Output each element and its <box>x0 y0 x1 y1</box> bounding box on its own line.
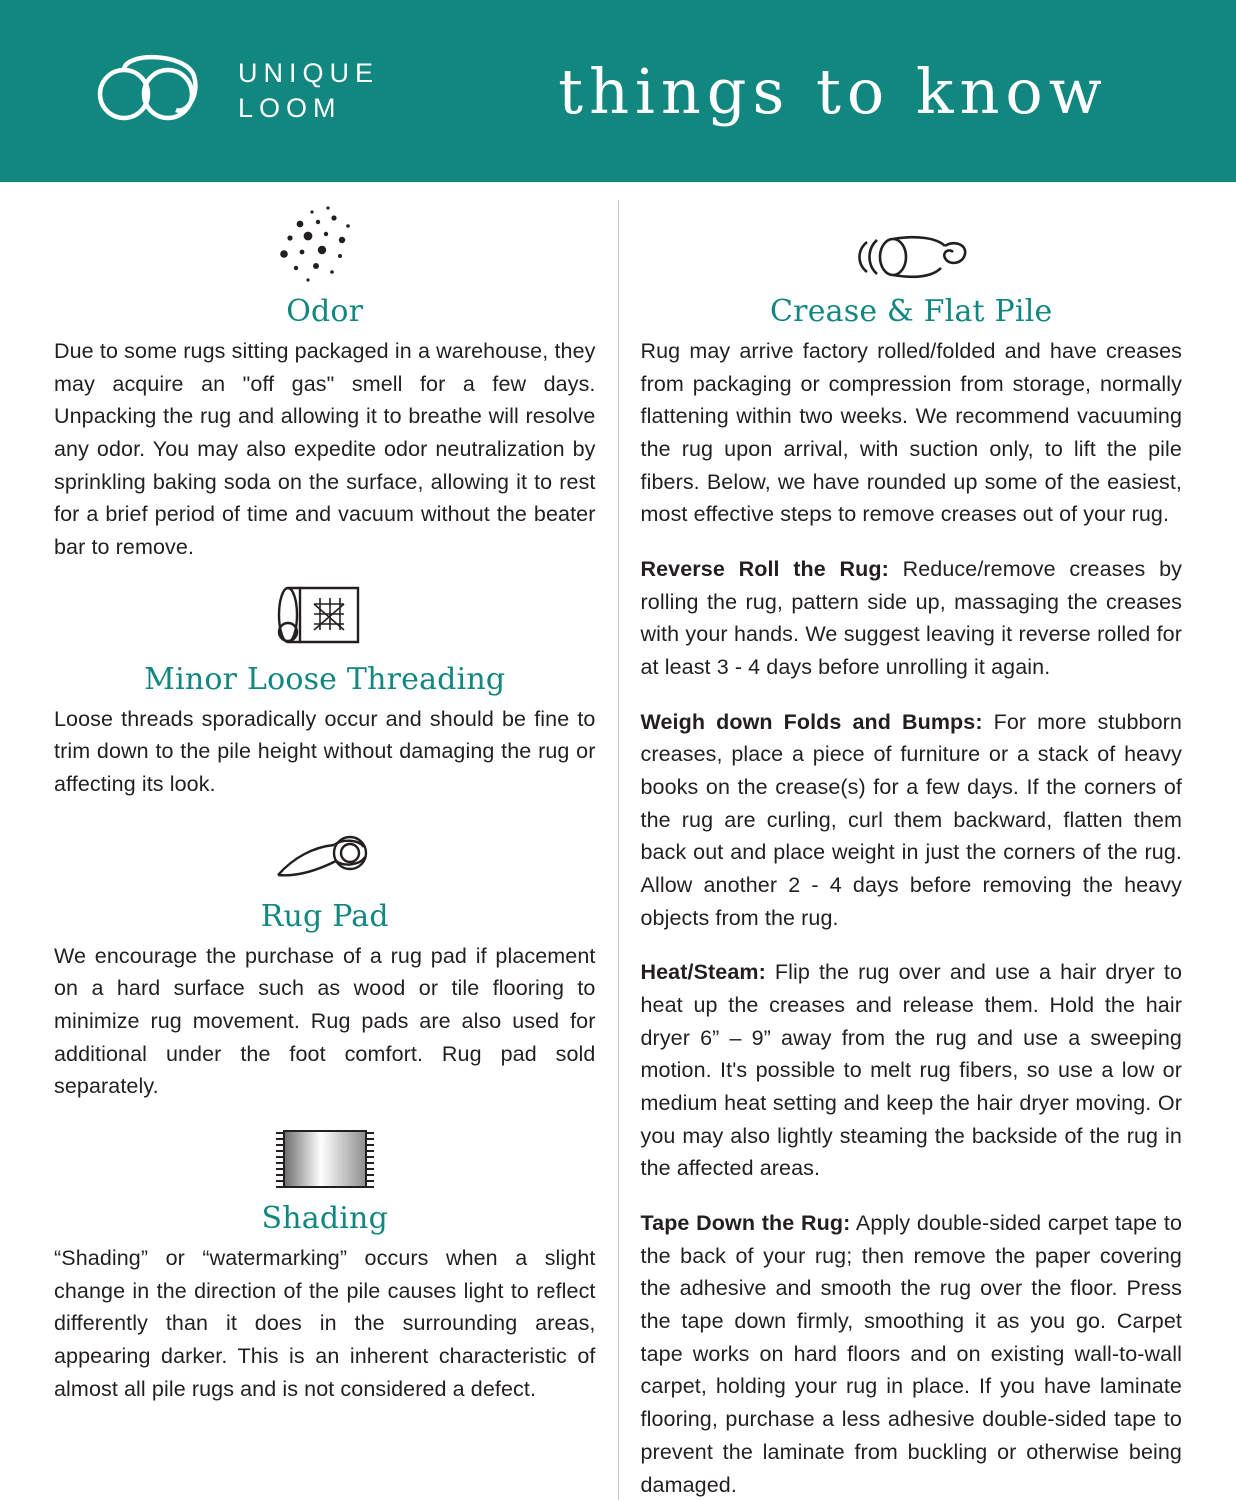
tip-tape-down <box>641 1207 1183 1501</box>
tip-reverse-roll <box>641 553 1183 684</box>
shaded-rug-icon <box>54 1107 596 1199</box>
section-rug-pad <box>54 805 596 1103</box>
section-title: Minor Loose Threading <box>144 661 506 697</box>
tip-body: For more stubborn creases, place a piece of furniture or a stack of heavy books on the crease(s) for a few days. If the corners of the rug are curling, curl them backward, flatten them back out and place weight in just the corners of the rug. Allow another 2 - 4 days before removing the heavy objects from the rug. <box>640 709 1182 930</box>
left-column <box>32 200 619 1500</box>
rolled-rug-threads-icon <box>54 568 596 660</box>
tip-body: Apply double-sided carpet tape to the back of your rug; then remove the paper covering the adhesive and smooth the rug over the floor. Press the tape down firmly, smoothing it as you go. Carpet tape works on hard floors and on existing wall-to-wall carpet, holding your rug in place. If you have laminate flooring, purchase a less adhesive double-sided tape to prevent the laminate from buckling or otherwise being damaged. <box>640 1211 1183 1497</box>
section-title: Rug Pad <box>260 898 389 934</box>
section-title: Odor <box>286 294 364 329</box>
section-shading <box>54 1107 596 1405</box>
tip-lead: Tape Down the Rug: <box>640 1211 851 1236</box>
section-body: Loose threads sporadically occur and should be fine to trim down to the pile height without damaging the rug or affecting its look. <box>54 706 596 797</box>
brand-lockup <box>90 54 379 128</box>
brand-line-2: LOOM <box>238 93 342 123</box>
brand-wordmark <box>238 56 379 125</box>
tip-heat-steam <box>641 956 1183 1185</box>
section-body: Due to some rugs sitting packaged in a warehouse, they may acquire an "off gas" smell for a few days. Unpacking the rug and allowing it to breathe will resolve any odor. You may also expedite odor neutralization by sprinkling baking soda on the surface, allowing it to rest for a brief period of time and vacuum without the beater bar to remove. <box>54 339 596 560</box>
section-crease-and-flat-pile <box>641 200 1183 1501</box>
content-area <box>0 182 1236 1500</box>
tip-body: Reduce/remove creases by rolling the rug, pattern side up, massaging the creases with your hands. We suggest leaving it reverse rolled for at least 3 - 4 days before unrolling it again. <box>640 557 1182 680</box>
section-body: “Shading” or “watermarking” occurs when a slight change in the direction of the pile causes light to reflect differently than it does in the surrounding areas, appearing darker. This is an inherent characteristic of almost all pile rugs and is not considered a defect. <box>54 1246 596 1401</box>
tip-lead: Heat/Steam: <box>640 960 766 985</box>
section-intro: Rug may arrive factory rolled/folded and have creases from packaging or compression from storage, normally flattening within two weeks. We recommend vacuuming the rug upon arrival, with suction only, to lift the pile fibers. Below, we have rounded up some of the easiest, most effective steps to remove creases out of your rug. <box>640 339 1182 527</box>
curled-rug-crease-icon <box>641 200 1183 292</box>
page-title: things to know <box>558 54 1108 128</box>
section-minor-loose-threading <box>54 568 596 801</box>
scattered-dots-odor-icon <box>54 200 596 292</box>
tip-lead: Reverse Roll the Rug: <box>640 557 889 582</box>
tip-weigh-down <box>641 706 1183 935</box>
section-odor <box>54 200 596 564</box>
rug-pad-roll-icon <box>54 805 596 897</box>
brand-line-1: UNIQUE <box>238 58 380 89</box>
tip-lead: Weigh down Folds and Bumps: <box>640 709 983 734</box>
tip-body: Flip the rug over and use a hair dryer to heat up the creases and release them. Hold the hair dryer 6” – 9” away from the rug and use a sweeping motion. It's possible to melt rug fibers, so use a low or medium heat setting and keep the hair dryer moving. Or you may also lightly steaming the backside of the rug in the affected areas. <box>640 960 1182 1181</box>
section-title: Crease & Flat Pile <box>770 294 1053 329</box>
right-column <box>619 200 1205 1500</box>
section-title: Shading <box>261 1201 388 1237</box>
section-body: We encourage the purchase of a rug pad if placement on a hard surface such as wood or tile flooring to minimize rug movement. Rug pads are also used for additional under the foot comfort. Rug pad sold separately. <box>54 943 596 1099</box>
infinity-loop-logo-icon <box>90 54 220 128</box>
page-header <box>0 0 1236 182</box>
